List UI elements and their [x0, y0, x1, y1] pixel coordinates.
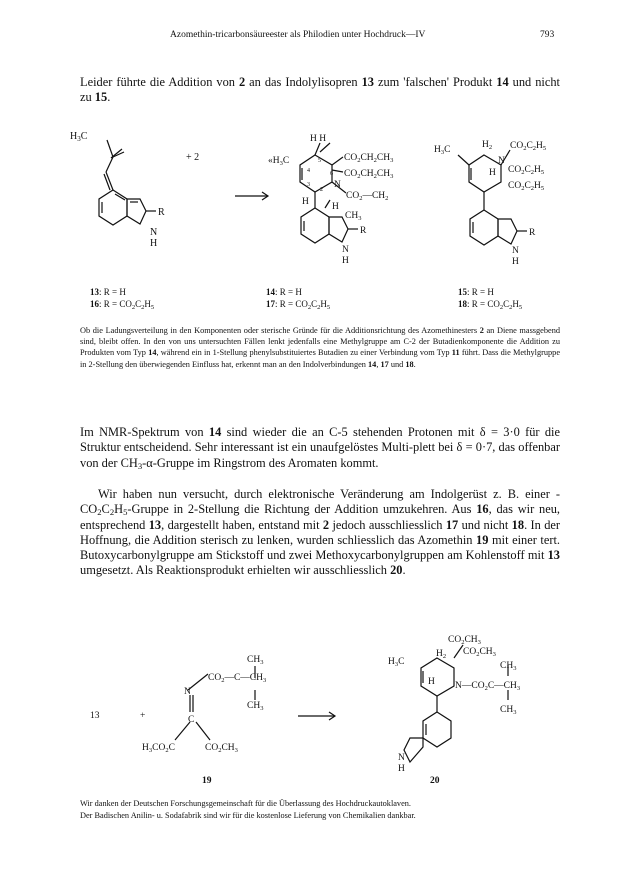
svg-text:H: H [332, 202, 339, 212]
svg-text:CO2CH3: $CO_2CH_3$ [205, 743, 238, 754]
svg-text:N: N [498, 156, 505, 166]
intro-text-1: Leider führte die Addition von [80, 75, 239, 89]
label-13: 13: R = H [90, 287, 126, 297]
plus-sign-2: + [140, 711, 146, 721]
svg-text:R: R [529, 228, 536, 238]
ack-line-2: Der Badischen Anilin- u. Sodafabrik sind wir für die kostenlose Lieferung von Chemikalien dankbar. [80, 810, 416, 820]
svg-text:C: C [188, 715, 195, 725]
intro-text-4: und nicht zu [80, 75, 560, 105]
svg-text:CH3: $CH_3$ [247, 701, 264, 712]
svg-text:4: 4 [307, 168, 310, 174]
svg-text:3: 3 [307, 182, 310, 188]
svg-text:CO2C2H5: $CO_2C_2H_5$ [508, 181, 545, 192]
page-number: 793 [540, 30, 555, 40]
svg-text:CO2CH3: $CO_2CH_3$ [463, 647, 496, 658]
plus-sign: + 2 [186, 152, 200, 163]
svg-text:CH3: $CH_3$ [500, 661, 517, 672]
label-14: 14: R = H [266, 287, 302, 297]
svg-text:H2: $H_2$ [482, 140, 493, 151]
ack-line-1: Wir danken der Deutschen Forschungsgemeinschaft für die Überlassung des Hochdruckautoklaven. [80, 799, 411, 808]
nh-h: H [150, 238, 158, 249]
svg-text:H: H [489, 168, 496, 178]
svg-text:H: H [342, 256, 349, 266]
svg-text:5: 5 [318, 158, 321, 164]
nitrogen: N [150, 227, 158, 238]
label-16: 16: $R = CO_2C_2H_5$ [90, 299, 155, 311]
svg-text:N: N [398, 753, 405, 763]
r-group: R [158, 207, 165, 218]
svg-text:H3C: $H_3C$ [388, 657, 405, 668]
svg-text:H: H [428, 677, 435, 687]
intro-text-3: zum 'falschen' Produkt [373, 75, 497, 89]
svg-text:CO2—C—CH3: $CO_2—C—CH_3$ [208, 673, 267, 684]
svg-text:R: R [360, 226, 367, 236]
label-20: 20 [430, 776, 440, 786]
svg-text:CO2C2H5: $CO_2C_2H_5$ [510, 141, 547, 152]
svg-text:CH3: $CH_3$ [345, 211, 362, 222]
label-15: 15: R = H [458, 287, 494, 297]
svg-text:CO2CH2CH3: $CO_2CH_2CH_3$ [344, 169, 394, 180]
svg-text:CO2CH2CH3: $CO_2CH_2CH_3$ [344, 153, 394, 164]
svg-text:6: 6 [330, 171, 333, 177]
svg-text:«H3C: «$H_3C$ [268, 156, 290, 167]
svg-text:2: 2 [320, 187, 323, 193]
nmr-paragraph: Im NMR-Spektrum von 14 sind wieder die an C-5 stehenden Protonen mit δ = 3·0 für die Struktur entscheidend. Sehr interessant ist ein unaufgelöstes Multi-plett bei δ = 0·7, das offenbar von der $CH_3-\alpha$-Gruppe im Ringstrom des Aromaten kommt. [80, 425, 561, 471]
main-paragraph: Wir haben nun versucht, durch elektronische Veränderung am Indolgerüst z. B. einer - $CO_2C_2H_5$-Gruppe in 2-Stellung die Richtung der Addition umzukehren. Aus 16, das wir neu, entsprechend 13, dargestellt haben, entstand mit 2 jedoch ausschliesslich 17 und nicht 18. In der Hoffnung, die Addition sterisch zu lenken, wurden schliesslich das Azomethin 19 mit einer tert. Butoxycarbonylgruppe am Stickstoff und zwei Methoxycarbonylgruppen am Kohlenstoff mit 13 umgesetzt. Als Reaktionsprodukt erhielten wir ausschliesslich 20. [80, 487, 561, 578]
svg-text:H: H [302, 197, 309, 207]
svg-text:N: N [334, 180, 341, 190]
svg-text:N: N [184, 687, 191, 697]
svg-text:CO2C2H5: $CO_2C_2H_5$ [508, 165, 545, 176]
compound-ref: 2 [238, 75, 246, 89]
label-h3c: $H_3C$ [70, 131, 88, 143]
intro-text-5: . [107, 90, 111, 105]
svg-text:H: H [398, 764, 405, 774]
svg-text:H3C: $H_3C$ [434, 145, 451, 156]
svg-text:H2: $H_2$ [436, 649, 447, 660]
svg-text:N—CO2C—CH3: $N—CO_2C—CH_3$ [455, 681, 521, 692]
compound-ref: 14 [496, 75, 509, 89]
svg-text:CH3: $CH_3$ [247, 655, 264, 666]
label-19: 19 [202, 776, 212, 786]
svg-text:CH3: $CH_3$ [500, 705, 517, 716]
compound-ref: 15 [94, 90, 108, 105]
acknowledgement [80, 798, 560, 821]
label-17: 17: $R = CO_2C_2H_5$ [266, 299, 331, 311]
intro-text-2: an das Indolylisopren [245, 75, 362, 89]
svg-text:N: N [342, 245, 349, 255]
label-18: 18: $R = CO_2C_2H_5$ [458, 299, 523, 311]
svg-text:CO2—CH2: $CO_2—CH_2$ [346, 191, 389, 202]
svg-text:H3CO2C: $H_3CO_2C$ [142, 743, 175, 754]
reactant-13: 13 [90, 711, 100, 721]
compound-ref: 13 [361, 75, 374, 89]
scheme-caption: Ob die Ladungsverteilung in den Komponenten oder sterische Gründe für die Additionsrichtung des Azomethinesters 2 an Diene massgebend sind, bleibt offen. In den von uns untersuchten Fällen lenkt jedenfalls eine Methylgruppe am C-2 der Butadienkomponente die Addition zu Produkten vom Typ 14, während ein in 1-Stellung phenylsubstituiertes Butadien zu einer Verbindung vom Typ 11 führt. Dass die Methylgruppe in 2-Stellung den überwiegenden Einfluss hat, erkennt man an den Indolverbindungen 14, 17 und 18. [80, 326, 560, 369]
svg-text:H: H [512, 257, 519, 267]
running-title: Azomethin-tricarbonsäureester als Philodien unter Hochdruck—IV [170, 30, 426, 40]
svg-text:N: N [512, 246, 519, 256]
svg-text:CO2CH3: $CO_2CH_3$ [448, 635, 481, 646]
c14-hh: H H [310, 134, 327, 144]
